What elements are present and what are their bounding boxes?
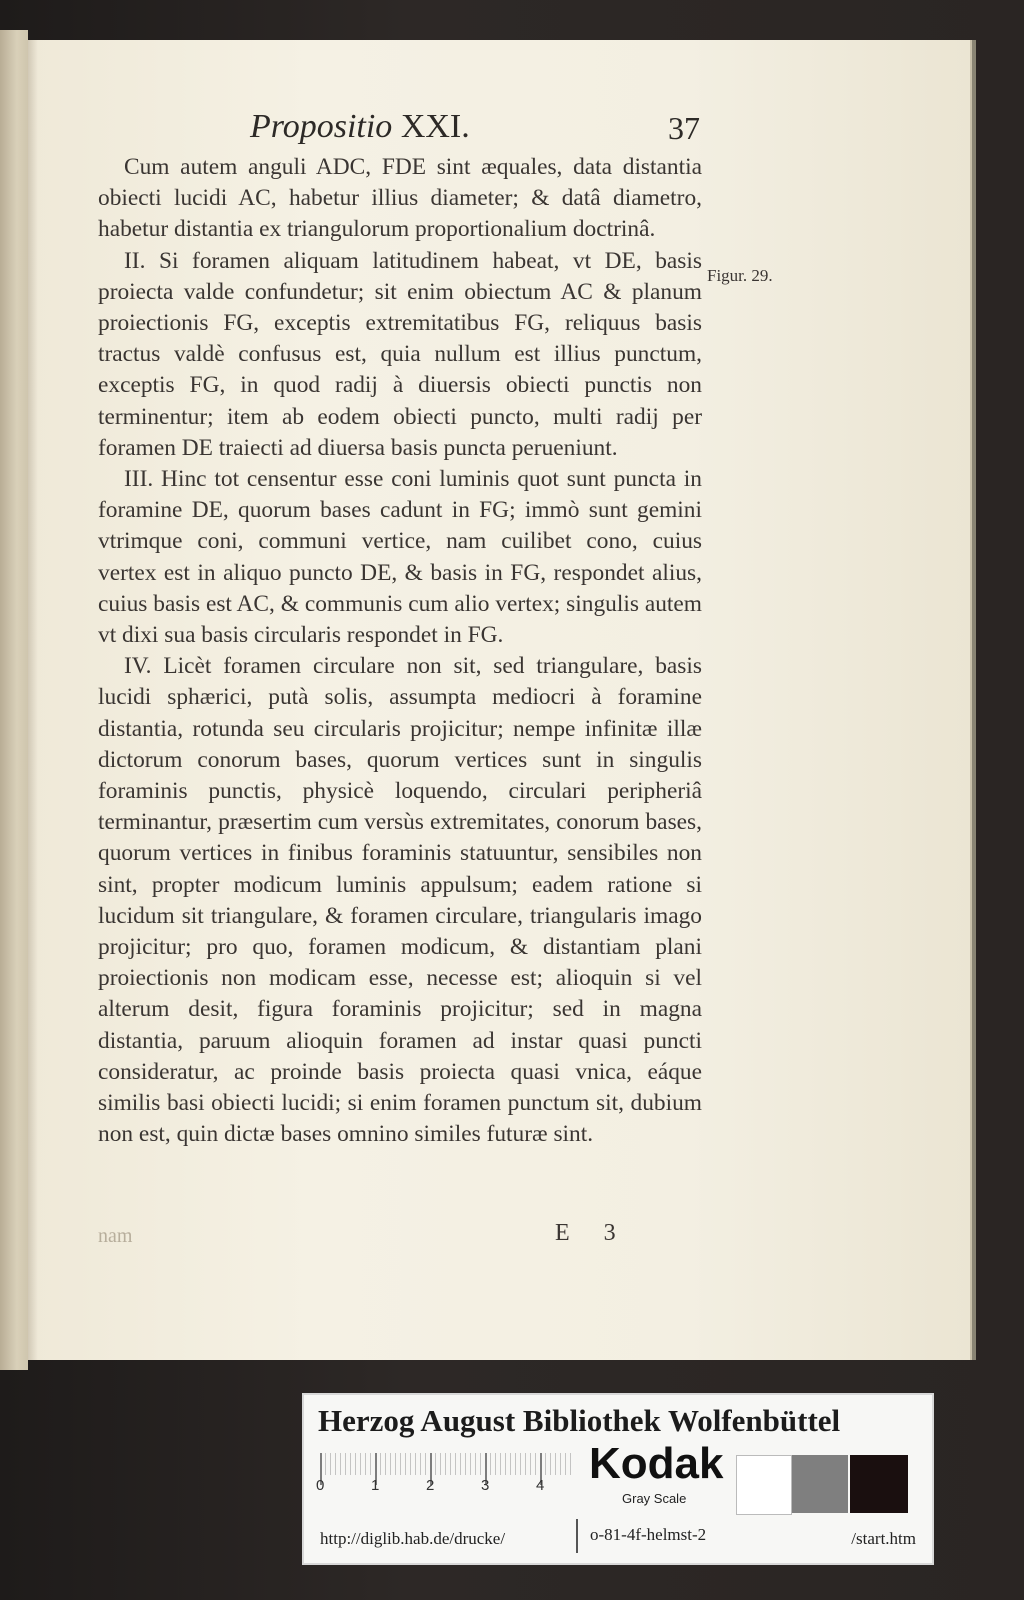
paragraph-4: IV. Licèt foramen circulare non sit, sed triangulare, basis lucidi sphærici, putà solis, assumpta mediocri à foramine distantia, rotunda seu circularis projicitur; nempe infinitæ illæ dictorum conorum bases, quorum vertices sunt in singulis foraminis punctis, physicè loquendo, circulari peripheriâ terminantur, præsertim cum versùs extremitates, conorum bases, quorum vertices in finibus foraminis statuuntur, sensibiles non sint, propter modicum luminis appulsum; eadem ratione si lucidum sit triangulare, & foramen circulare, triangularis imago projicitur; pro quo, foramen modicum, & distantiam plani proiectionis non modicam esse, necesse est; alioquin si vel alterum desit, figura foraminis projicitur; sed in magna distantia, paruum alioquin foramen ad instar quasi puncti consideratur, ac proinde basis proiecta quasi vnica, eáque similis basi obiecti lucidi; si enim foramen punctum sit, dubium non est, quin dictæ bases omnino similes futuræ sint. <box>98 653 702 1148</box>
catchword: nam <box>98 1225 133 1247</box>
color-target-card <box>302 1393 934 1565</box>
page-number: 37 <box>668 110 700 146</box>
ruler-label: 1 <box>371 1477 380 1494</box>
paragraph-3: III. Hinc tot censentur esse coni luminis quot sunt puncta in foramine DE, quorum bases cadunt in FG; immò sunt gemini vtrimque coni, communi vertice, nam cuilibet cono, cuius vertex est in aliquo puncto DE, & basis in FG, respondet alius, cuius basis est AC, & communis cum alio vertex; singulis autem vt dixi sua basis circularis respondet in FG. <box>98 466 702 649</box>
facing-page-edge <box>0 30 28 1370</box>
ruler-label: 4 <box>536 1477 545 1494</box>
running-title-word: Propositio <box>250 108 393 145</box>
gray-swatch-white <box>736 1455 792 1515</box>
paragraph-1: Cum autem anguli ADC, FDE sint æquales, data distantia obiecti lucidi AC, habetur illius diameter; & datâ diametro, habetur distantia ex triangulorum proportionalium doctrinâ. <box>98 154 702 243</box>
library-name: Herzog August Bibliothek Wolfenbüttel <box>318 1403 841 1438</box>
body-text <box>98 152 702 1151</box>
page-header <box>95 108 700 152</box>
page-gutter-shadow <box>28 40 38 1360</box>
url-suffix: /start.htm <box>851 1529 916 1548</box>
ruler-label: 3 <box>481 1477 490 1494</box>
gray-swatch-mid <box>792 1455 848 1513</box>
margin-note-figure: Figur. 29. <box>707 266 773 285</box>
running-title-numeral: XXI. <box>400 108 470 145</box>
url-identifier: o-81-4f-helmst-2 <box>576 1519 750 1553</box>
url-prefix: http://diglib.hab.de/drucke/ <box>320 1529 506 1548</box>
url-row <box>304 1519 932 1559</box>
gray-scale-label: Gray Scale <box>622 1491 687 1506</box>
gray-swatch-black <box>850 1455 908 1513</box>
kodak-logo: Kodak <box>589 1439 724 1488</box>
signature-mark: E 3 <box>555 1220 630 1246</box>
ruler-label: 0 <box>316 1477 325 1494</box>
paragraph-2: II. Si foramen aliquam latitudinem habeat, vt DE, basis proiecta valde confundetur; sit enim obiectum AC & planum proiectionis FG, exceptis extremitatibus FG, reliquus basis tractus valdè confusus est, quia nullum est illius punctum, exceptis FG, in quod radij à diuersis obiecti punctis non terminentur; item ab eodem obiecti puncto, multi radij per foramen DE traiecti ad diuersa basis puncta perueniunt. <box>98 247 702 461</box>
ruler-label: 2 <box>426 1477 435 1494</box>
running-title <box>250 108 470 146</box>
